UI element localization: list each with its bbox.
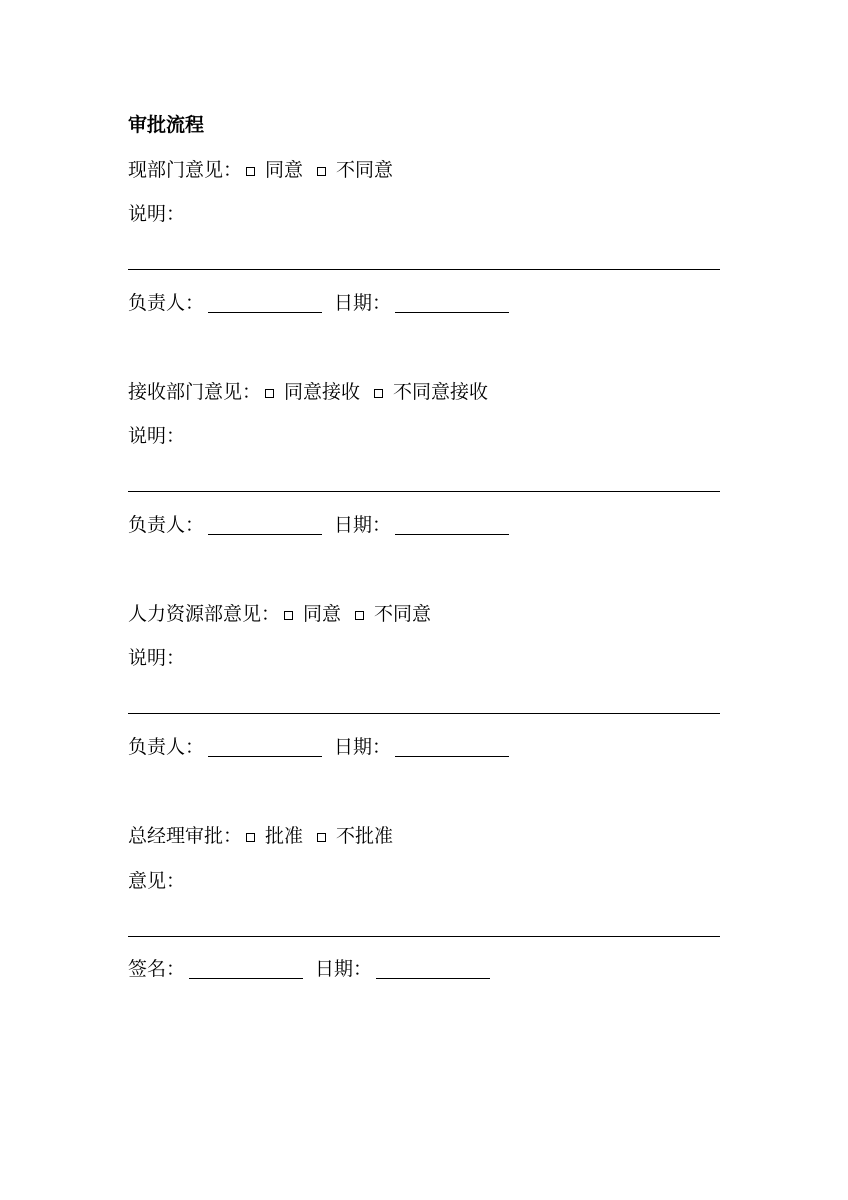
section-4-opinion-row <box>128 824 393 848</box>
section-3-date-blank[interactable] <box>395 756 509 757</box>
section-4-date-label: 日期： <box>315 958 373 980</box>
section-2-note-row <box>128 424 185 448</box>
section-3-signature-row <box>128 735 509 759</box>
section-3-date-label: 日期： <box>334 736 392 758</box>
section-4-date-blank[interactable] <box>376 978 490 979</box>
section-3-note-label: 说明： <box>128 647 186 669</box>
section-1-option-2-label: 不同意 <box>336 159 394 181</box>
section-1-opinion-label: 现部门意见： <box>128 159 243 181</box>
section-1-opinion-row <box>128 158 393 182</box>
section-2-option-1-label: 同意接收 <box>284 381 361 403</box>
section-4-note-row <box>128 869 185 893</box>
section-2-date-label: 日期： <box>334 514 392 536</box>
section-3-note-row <box>128 646 185 670</box>
section-1-signature-row <box>128 291 509 315</box>
section-1-person-blank[interactable] <box>208 312 322 313</box>
section-2-opinion-row <box>128 380 488 404</box>
section-4-opinion-label: 总经理审批： <box>128 825 243 847</box>
section-3-option-1-label: 同意 <box>303 603 342 625</box>
section-1-person-label: 负责人： <box>128 292 205 314</box>
form-title: 审批流程 <box>128 114 205 136</box>
section-4-option-1-label: 批准 <box>265 825 304 847</box>
section-1-option-1-checkbox[interactable] <box>246 167 255 176</box>
approval-form <box>128 0 728 1200</box>
section-2-option-1-checkbox[interactable] <box>265 389 274 398</box>
section-1-note-row <box>128 202 185 226</box>
section-2-note-label: 说明： <box>128 425 186 447</box>
section-3-option-1-checkbox[interactable] <box>284 611 293 620</box>
section-3-option-2-checkbox[interactable] <box>355 611 364 620</box>
section-1-note-label: 说明： <box>128 203 186 225</box>
section-3-note-line[interactable] <box>128 713 720 714</box>
section-1-date-blank[interactable] <box>395 312 509 313</box>
section-3-opinion-label: 人力资源部意见： <box>128 603 281 625</box>
section-3-opinion-row <box>128 602 431 626</box>
section-3-option-2-label: 不同意 <box>374 603 432 625</box>
section-4-person-label: 签名： <box>128 958 186 980</box>
section-2-signature-row <box>128 513 509 537</box>
section-4-note-label: 意见： <box>128 870 186 892</box>
section-1-date-label: 日期： <box>334 292 392 314</box>
section-2-person-blank[interactable] <box>208 534 322 535</box>
section-1-option-2-checkbox[interactable] <box>317 167 326 176</box>
section-2-person-label: 负责人： <box>128 514 205 536</box>
section-2-option-2-label: 不同意接收 <box>393 381 489 403</box>
section-4-note-line[interactable] <box>128 936 720 937</box>
section-4-option-1-checkbox[interactable] <box>246 833 255 842</box>
section-3-person-blank[interactable] <box>208 756 322 757</box>
section-2-date-blank[interactable] <box>395 534 509 535</box>
section-4-option-2-checkbox[interactable] <box>317 833 326 842</box>
section-1-option-1-label: 同意 <box>265 159 304 181</box>
section-2-option-2-checkbox[interactable] <box>374 389 383 398</box>
section-4-signature-row <box>128 957 490 981</box>
section-4-person-blank[interactable] <box>189 978 303 979</box>
section-4-option-2-label: 不批准 <box>336 825 394 847</box>
section-2-opinion-label: 接收部门意见： <box>128 381 262 403</box>
section-1-note-line[interactable] <box>128 269 720 270</box>
section-2-note-line[interactable] <box>128 491 720 492</box>
section-3-person-label: 负责人： <box>128 736 205 758</box>
